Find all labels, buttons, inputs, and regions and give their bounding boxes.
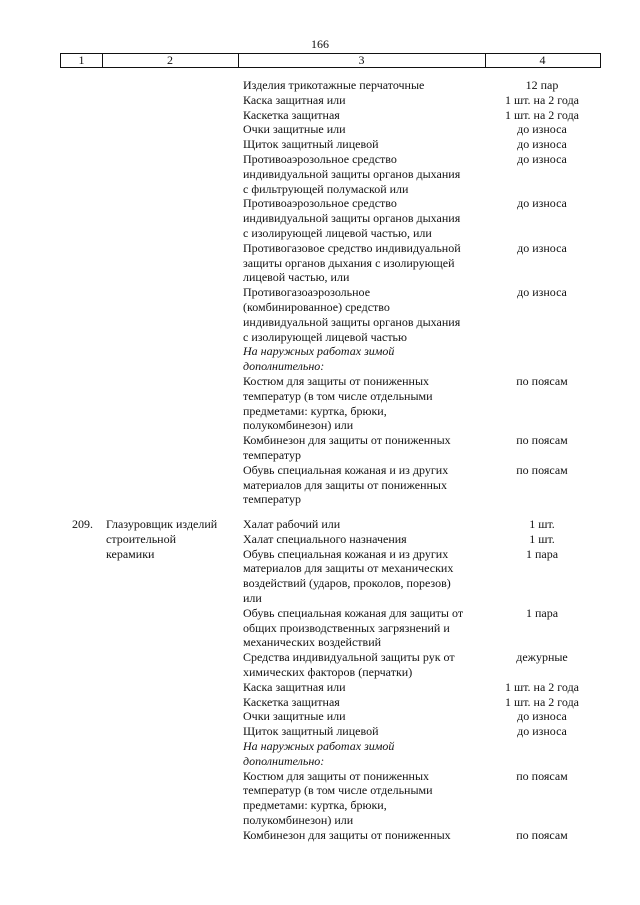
table-header xyxy=(60,53,601,68)
entry209-item-3: Обувь специальная кожаная для защиты от общих производственных загрязнений и механических воздействий xyxy=(243,605,464,650)
block1-item-7: Противогазовое средство индивидуальной защиты органов дыхания с изолирующей лицевой частью, или xyxy=(243,240,461,285)
block1-norm-4: до износа xyxy=(517,137,567,152)
block1-item-3: Очки защитные или xyxy=(243,122,346,137)
block1-norm-0: 12 пар xyxy=(525,78,559,92)
block1-item-11: Комбинезон для защиты от пониженных температур xyxy=(243,433,451,462)
block1-norm-8: до износа xyxy=(517,285,567,300)
block1-item-9: На наружных работах зимой дополнительно: xyxy=(243,344,395,374)
entry209-norm-6: 1 шт. на 2 года xyxy=(504,694,580,709)
entry209-item-0: Халат рабочий или xyxy=(243,517,341,531)
entry209-item-6: Каскетка защитная xyxy=(243,694,340,709)
block1-item-8: Противогазоаэрозольное (комбинированное) средство индивидуальной защиты органов дыхания с изолирующей лицевой частью xyxy=(243,285,461,344)
entry-profession: Глазуровщик изделий строительной керамики xyxy=(106,517,218,561)
header-col-1: 1 xyxy=(78,53,85,67)
entry209-item-10: Костюм для защиты от пониженных температур (в том числе отдельными предметами: куртка, брюки, полукомбинезон) или xyxy=(243,768,433,827)
block1-norm-10: по поясам xyxy=(516,374,568,388)
entry209-norm-5: 1 шт. на 2 года xyxy=(504,679,580,694)
header-col-4: 4 xyxy=(539,53,546,67)
block1-norm-5: до износа xyxy=(517,152,567,166)
entry209-norm-8: до износа xyxy=(517,724,567,739)
block1-item-6: Противоаэрозольное средство индивидуальной защиты органов дыхания с изолирующей лицевой частью, или xyxy=(243,196,461,240)
block1-norm-2: 1 шт. на 2 года xyxy=(504,107,580,122)
entry209-norm-1: 1 шт. xyxy=(529,531,555,546)
entry209-item-2: Обувь специальная кожаная и из других материалов для защиты от механических воздействий (ударов, проколов, порезов) или xyxy=(243,546,454,605)
block1-item-0: Изделия трикотажные перчаточные xyxy=(243,78,425,92)
block1-item-5: Противоаэрозольное средство индивидуальной защиты органов дыхания с фильтрующей полумаской или xyxy=(243,152,461,196)
entry209-item-8: Щиток защитный лицевой xyxy=(243,724,379,739)
page-number: 166 xyxy=(311,37,329,51)
entry209-norm-7: до износа xyxy=(517,709,567,724)
entry209-item-9: На наружных работах зимой дополнительно: xyxy=(243,739,395,768)
block1-norm-6: до износа xyxy=(517,196,567,211)
block1-norm-11: по поясам xyxy=(516,433,568,448)
entry209-norm-0: 1 шт. xyxy=(529,517,555,531)
entry209-item-7: Очки защитные или xyxy=(243,709,346,724)
entry209-item-11: Комбинезон для защиты от пониженных xyxy=(243,827,451,842)
block1-norm-3: до износа xyxy=(517,122,567,137)
entry209-item-5: Каска защитная или xyxy=(243,679,346,694)
block1-item-1: Каска защитная или xyxy=(243,92,346,107)
block1-item-2: Каскетка защитная xyxy=(243,107,340,122)
entry209-norm-4: дежурные xyxy=(516,650,568,665)
entry209-item-4: Средства индивидуальной защиты рук от химических факторов (перчатки) xyxy=(243,650,455,679)
block1-norm-12: по поясам xyxy=(516,462,568,477)
entry209-norm-2: 1 пара xyxy=(525,546,559,561)
block1-norm-7: до износа xyxy=(517,240,567,255)
block1-norm-1: 1 шт. на 2 года xyxy=(504,92,580,107)
entry209-norm-10: по поясам xyxy=(516,768,568,783)
block1-item-12: Обувь специальная кожаная и из других материалов для защиты от пониженных температур xyxy=(243,462,449,507)
entry209-norm-11: по поясам xyxy=(516,827,568,842)
entry209-norm-3: 1 пара xyxy=(525,605,559,620)
block1-item-10: Костюм для защиты от пониженных температур (в том числе отдельными предметами: куртка, брюки, полукомбинезон) или xyxy=(243,374,433,433)
entry-number: 209. xyxy=(72,517,93,531)
block1-item-4: Щиток защитный лицевой xyxy=(243,137,379,152)
header-col-2: 2 xyxy=(167,53,173,67)
entry209-item-1: Халат специального назначения xyxy=(243,531,407,546)
header-col-3: 3 xyxy=(358,53,365,67)
